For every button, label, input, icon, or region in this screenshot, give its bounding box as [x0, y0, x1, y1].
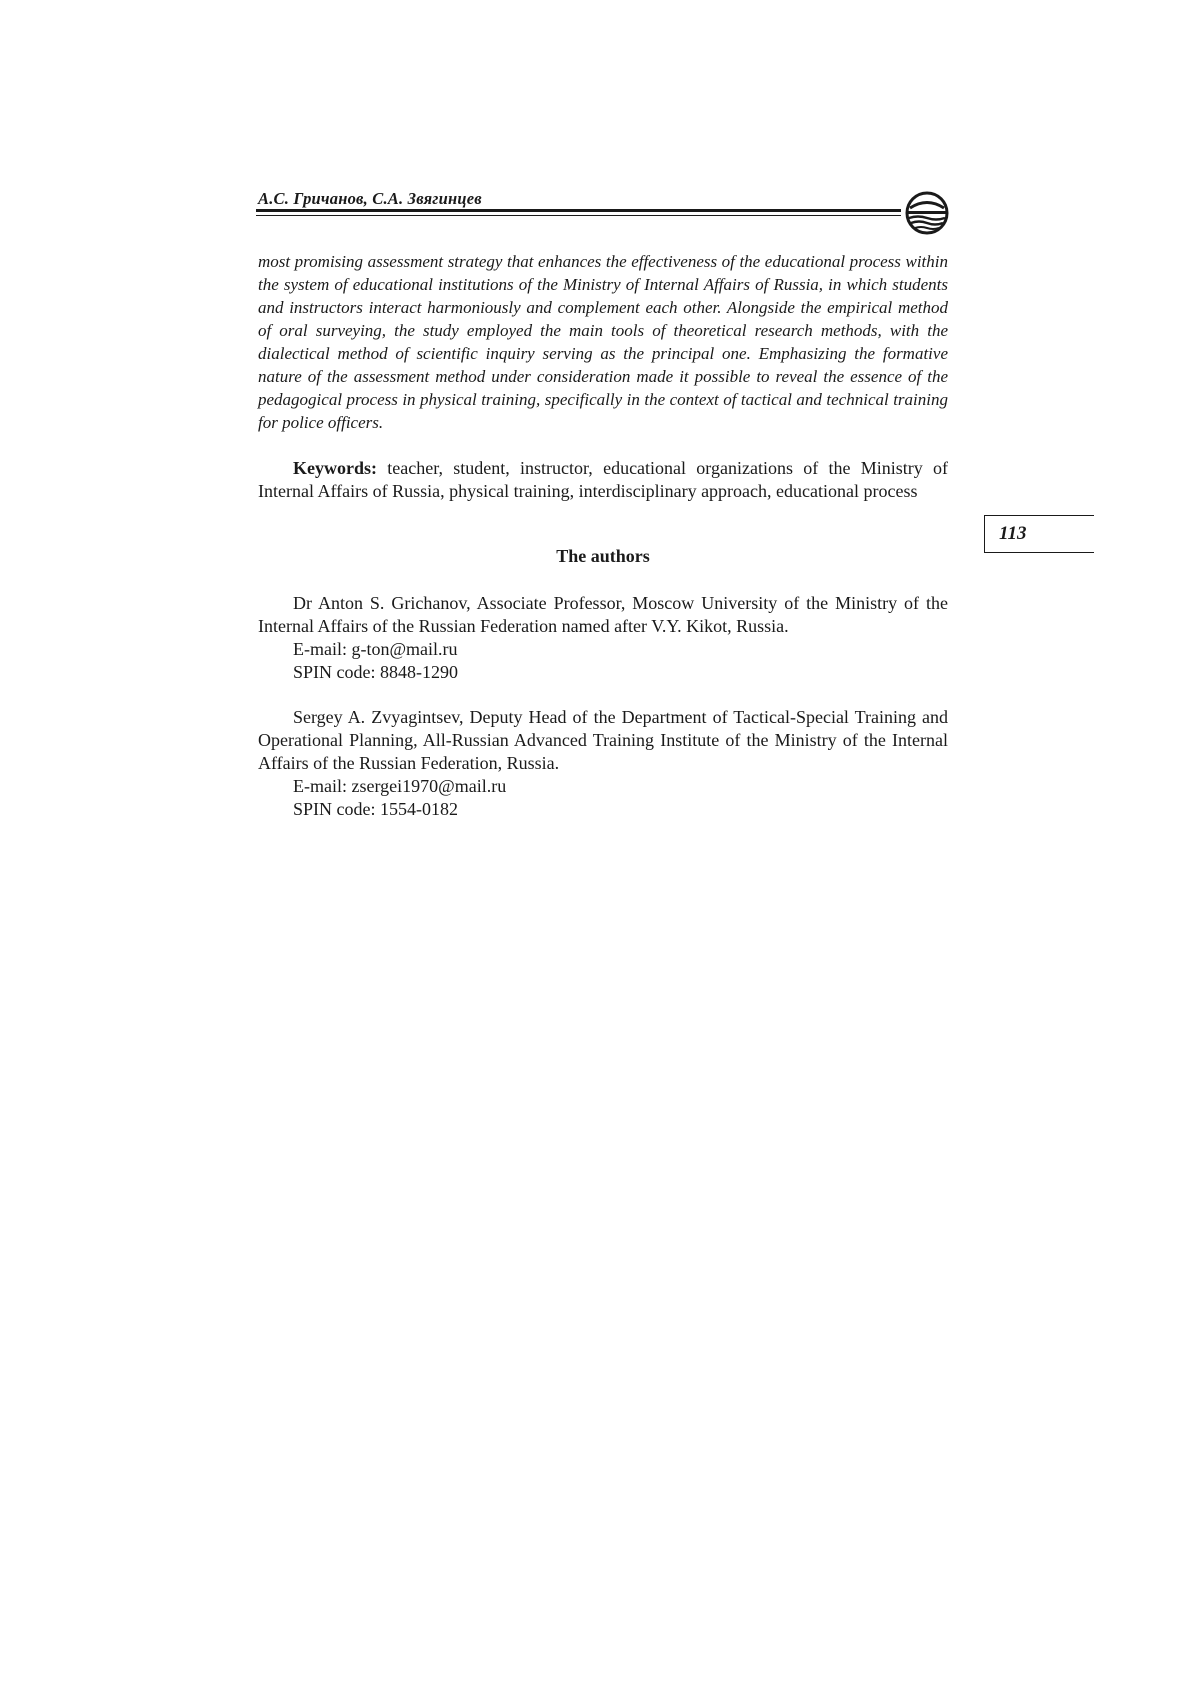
page-number: 113 — [999, 523, 1027, 544]
keywords-text: teacher, student, instructor, educational organizations of the Ministry of Internal Affairs of Russia, physical training, interdisciplinary approach, educational process — [258, 458, 949, 501]
author-bio: Sergey A. Zvyagintsev, Deputy Head of the Department of Tactical-Special Training and Operational Planning, All-Russian Advanced Training Institute of the Ministry of the Internal Affairs of the Russian Federation, Russia. — [258, 707, 948, 773]
author-spin-code: SPIN code: 1554-0182 — [293, 799, 458, 819]
author-spin-code: SPIN code: 8848-1290 — [293, 662, 458, 682]
author-entry — [258, 592, 948, 684]
author-email: E-mail: g-ton@mail.ru — [293, 639, 458, 659]
author-entry — [258, 706, 948, 821]
page-number-tab — [984, 515, 1094, 553]
keywords-paragraph — [258, 457, 948, 503]
header-rule-thick — [256, 209, 901, 212]
authors-heading: The authors — [556, 546, 650, 566]
running-head: А.С. Гричанов, С.А. Звягинцев — [258, 189, 482, 208]
keywords-label: Keywords: — [293, 458, 377, 478]
author-email: E-mail: zsergei1970@mail.ru — [293, 776, 507, 796]
abstract-text: most promising assessment strategy that enhances the effectiveness of the educational process within the system of educational institutions of the Ministry of Internal Affairs of Russia, in which students and instructors interact harmoniously and complement each other. Alongside the empirical method of oral surveying, the study employed the main tools of theoretical research methods, with the dialectical method of scientific inquiry serving as the principal one. Emphasizing the formative nature of the assessment method under consideration made it possible to reveal the essence of the pedagogical process in physical training, specifically in the context of tactical and technical training for police officers. — [258, 252, 948, 432]
author-bio: Dr Anton S. Grichanov, Associate Professor, Moscow University of the Ministry of the Internal Affairs of the Russian Federation named after V.Y. Kikot, Russia. — [258, 593, 948, 636]
header-rule-thin — [256, 215, 901, 216]
journal-emblem-icon — [903, 191, 951, 235]
